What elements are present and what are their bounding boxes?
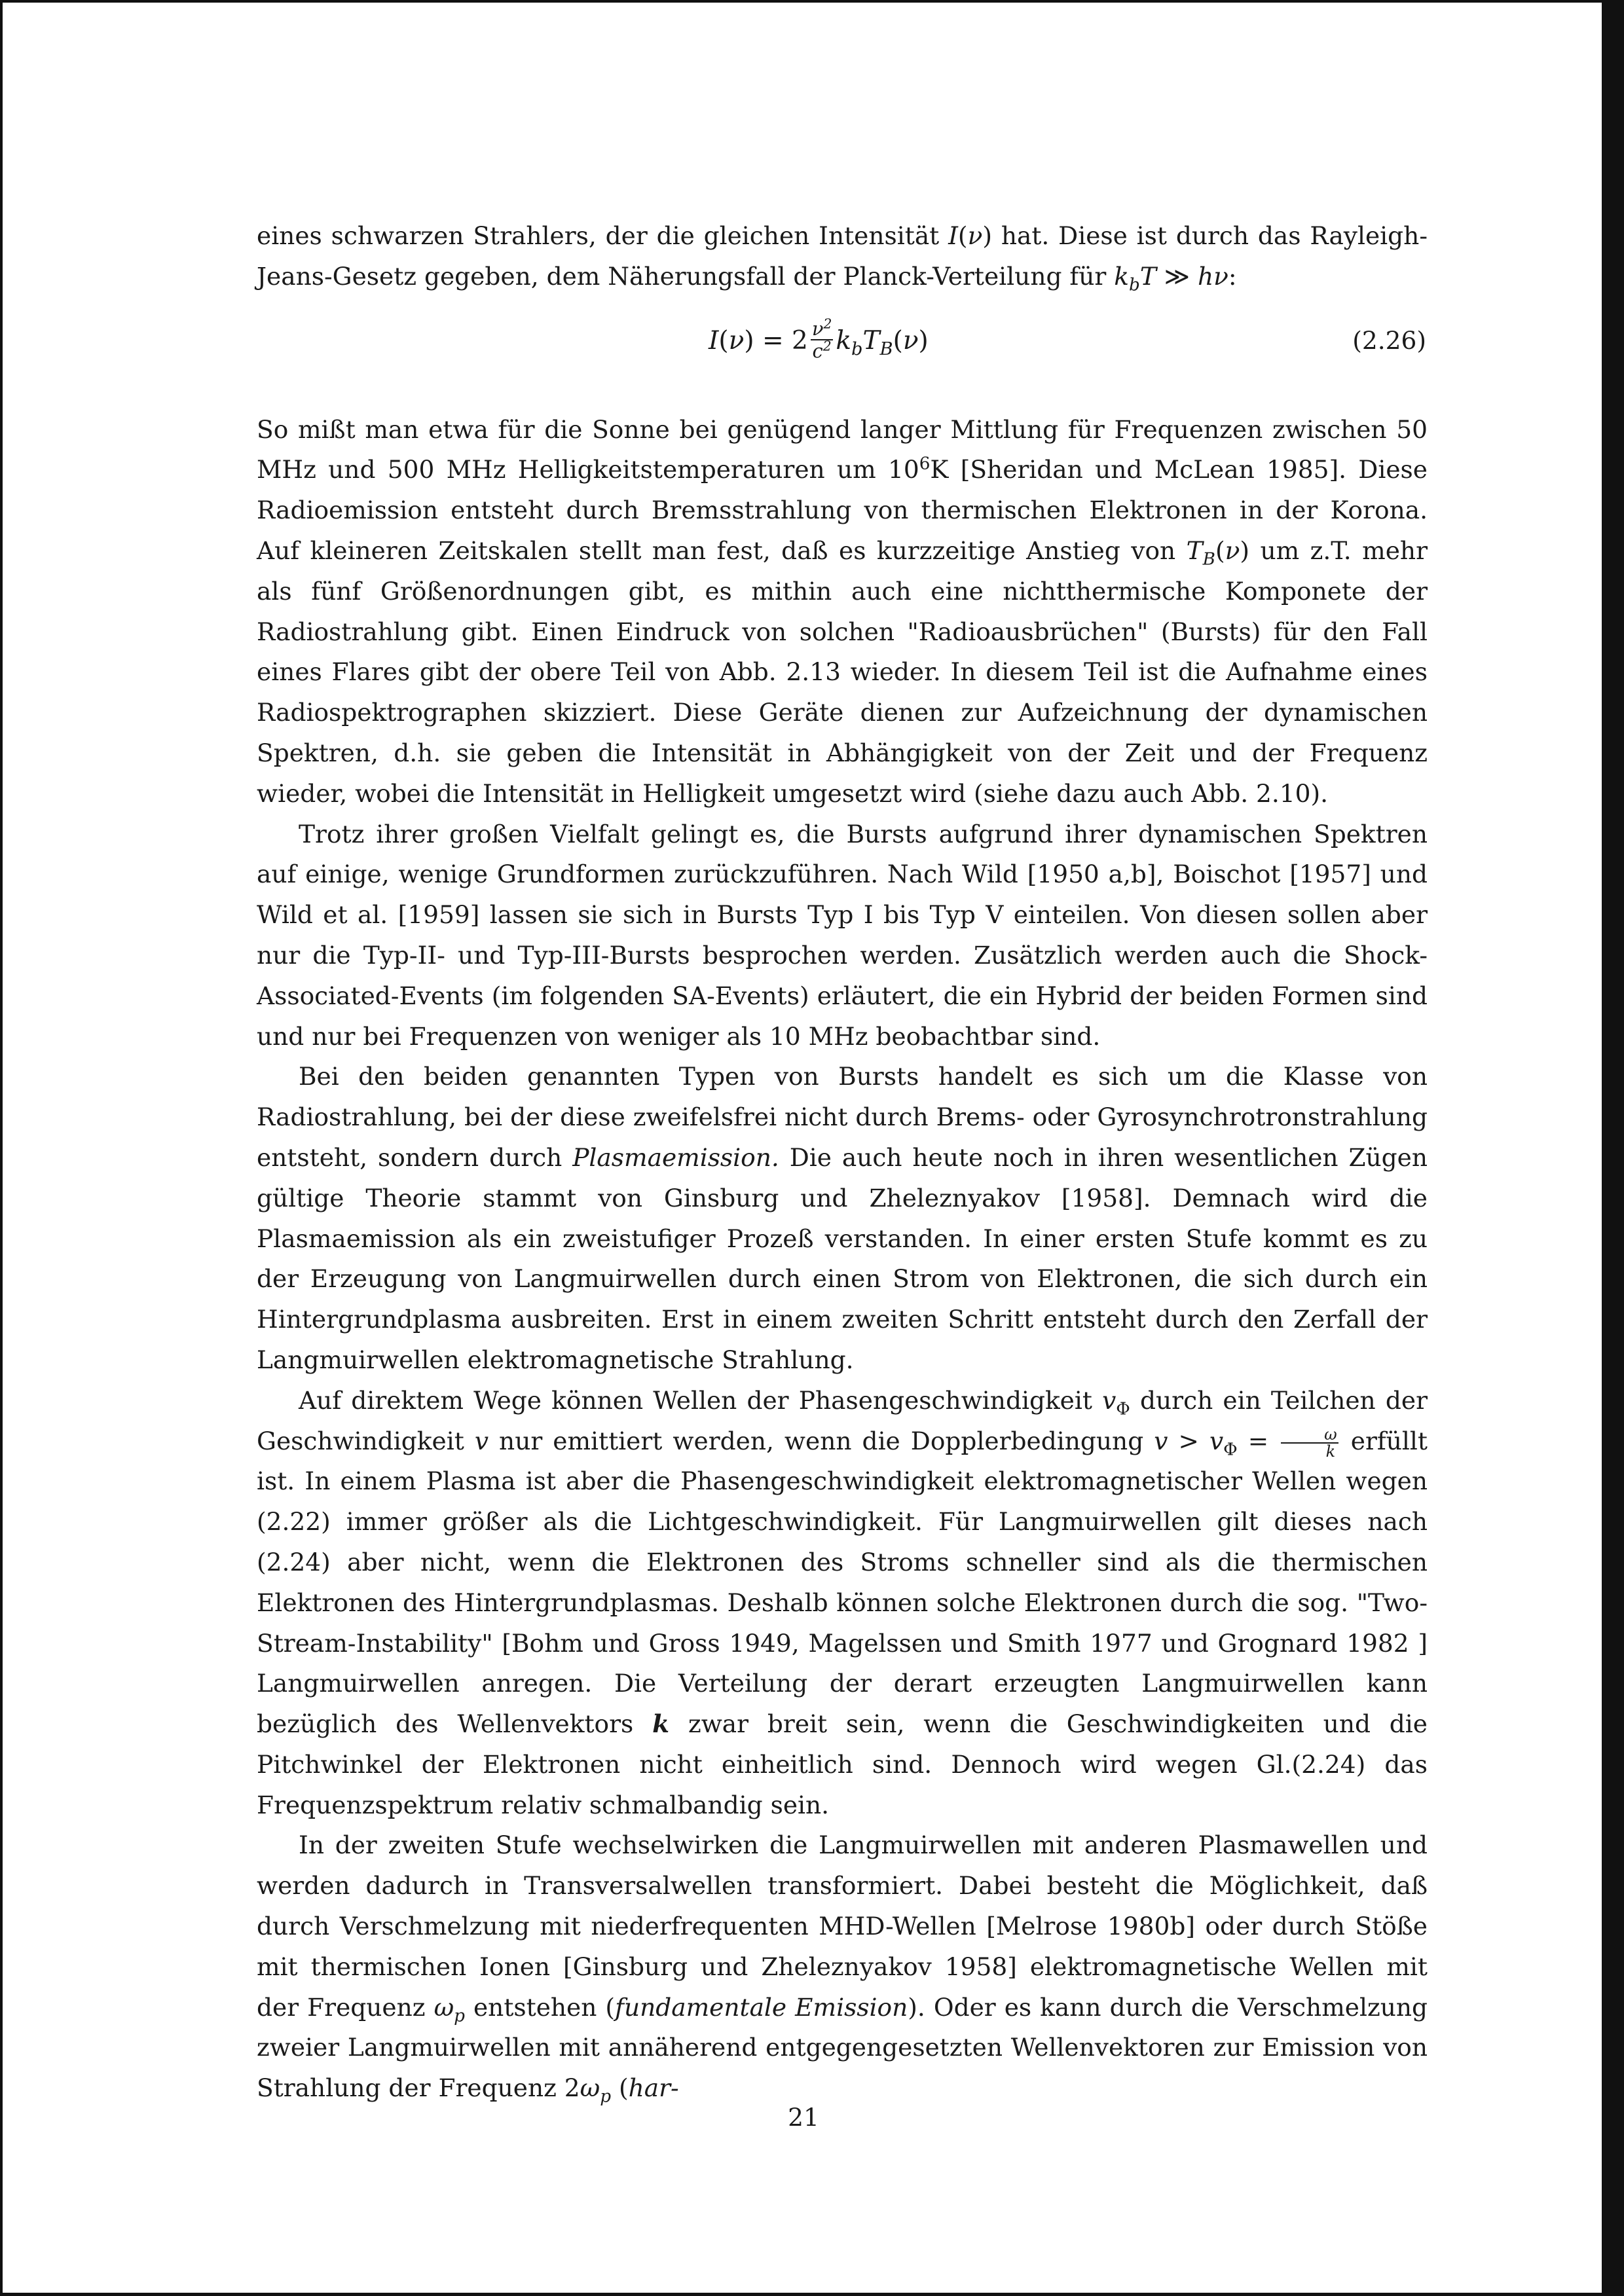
paragraph-langmuir-waves: Auf direktem Wege können Wellen der Phasengeschwindigkeit $v_\Phi$ durch ein Teilchen der Geschwindigkeit v nur emittiert werden, wenn die Dopplerbedingung $v > v_\Phi$ = $\frac{\omega}{k}$ erfüllt ist. In einem Plasma ist aber die Phasengeschwindigkeit elektromagnetischer Wellen wegen (2.22) immer größer als die Lichtgeschwindigkeit. Für Langmuirwellen gilt dieses nach (2.24) aber nicht, wenn die Elektronen des Stroms schneller sind als die thermischen Elektronen des Hintergrundplasmas. Deshalb können solche Elektronen durch die sog. "Two-Stream-Instability" [Bohm und Gross 1949, Magelssen und Smith 1977 und Grognard 1982 ] Langmuirwellen anregen. Die Verteilung der derart erzeugten Langmuirwellen kann bezüglich des Wellenvektors k zwar breit sein, wenn die Geschwindigkeiten und die Pitchwinkel der Elektronen nicht einheitlich sind. Dennoch wird wegen Gl.(2.24) das Frequenzspektrum relativ schmalbandig sein. [257, 1385, 1428, 1819]
body-text [257, 216, 1428, 2109]
page-number: 21 [788, 2103, 819, 2132]
equation-2-26 [257, 306, 1428, 402]
paragraph-burst-types: Trotz ihrer großen Vielfalt gelingt es, die Bursts aufgrund ihrer dynamischen Spektren auf einige, wenige Grundformen zurückzuführen. Nach Wild [1950 a,b], Boischot [1957] und Wild et al. [1959] lassen sie sich in Bursts Typ I bis Typ V einteilen. Von diesen sollen aber nur die Typ-II- und Typ-III-Bursts besprochen werden. Zusätzlich werden auch die Shock-Associated-Events (im folgenden SA-Events) erläutert, die ein Hybrid der beiden Formen sind und nur bei Frequenzen von weniger als 10 MHz beobachtbar sind. [257, 819, 1428, 1051]
paragraph-intro: eines schwarzen Strahlers, der die gleichen Intensität I(ν) hat. Diese ist durch das Rayleigh-Jeans-Gesetz gegeben, dem Näherungsfall der Planck-Verteilung für $k_bT$ ≫ hν: [257, 221, 1428, 295]
paragraph-plasma-emission: Bei den beiden genannten Typen von Bursts handelt es sich um die Klasse von Radiostrahlung, bei der diese zweifelsfrei nicht durch Brems- oder Gyrosynchrotronstrahlung entsteht, sondern durch Plasmaemission. Die auch heute noch in ihren wesentlichen Zügen gültige Theorie stammt von Ginsburg und Zheleznyakov [1958]. Demnach wird die Plasmaemission als ein zweistufiger Prozeß verstanden. In einer ersten Stufe kommt es zu der Erzeugung von Langmuirwellen durch einen Strom von Elektronen, die sich durch ein Hintergrundplasma ausbreiten. Erst in einem zweiten Schritt entsteht durch den Zerfall der Langmuirwellen elektromagnetische Strahlung. [257, 1062, 1428, 1374]
equation-number: (2.26) [1352, 325, 1426, 355]
equation-formula: I(ν) = 2 $\frac{\nu^2}{c^2}$ $k_bT_B(\nu)$ [709, 315, 929, 362]
paragraph-second-stage: In der zweiten Stufe wechselwirken die Langmuirwellen mit anderen Plasmawellen und werden dadurch in Transversalwellen transformiert. Dabei besteht die Möglichkeit, daß durch Verschmelzung mit niederfrequenten MHD-Wellen [Melrose 1980b] oder durch Stöße mit thermischen Ionen [Ginsburg und Zheleznyakov 1958] elektromagnetische Wellen mit der Frequenz $\omega_p$ entstehen (fundamentale Emission). Oder es kann durch die Verschmelzung zweier Langmuirwellen mit annäherend entgegengesetzten Wellenvektoren zur Emission von Strahlung der Frequenz $2\omega_p$ (har- [257, 1831, 1428, 2107]
paragraph-brightness-temperature: So mißt man etwa für die Sonne bei genügend langer Mittlung für Frequenzen zwischen 50 MHz und 500 MHz Helligkeitstemperaturen um $10^6K$ [Sheridan und McLean 1985]. Diese Radioemission entsteht durch Bremsstrahlung von thermischen Elektronen in der Korona. Auf kleineren Zeitskalen stellt man fest, daß es kurzzeitige Anstieg von $T_B(\nu)$ um z.T. mehr als fünf Größenordnungen gibt, es mithin auch eine nichtthermische Komponete der Radiostrahlung gibt. Einen Eindruck von solchen "Radioausbrüchen" (Bursts) für den Fall eines Flares gibt der obere Teil von Abb. 2.13 wieder. In diesem Teil ist die Aufnahme eines Radiospektrographen skizziert. Diese Geräte dienen zur Aufzeichnung der dynamischen Spektren, d.h. sie geben die Intensität in Abhängigkeit von der Zeit und der Frequenz wieder, wobei die Intensität in Helligkeit umgesetzt wird (siehe dazu auch Abb. 2.10). [257, 414, 1428, 808]
